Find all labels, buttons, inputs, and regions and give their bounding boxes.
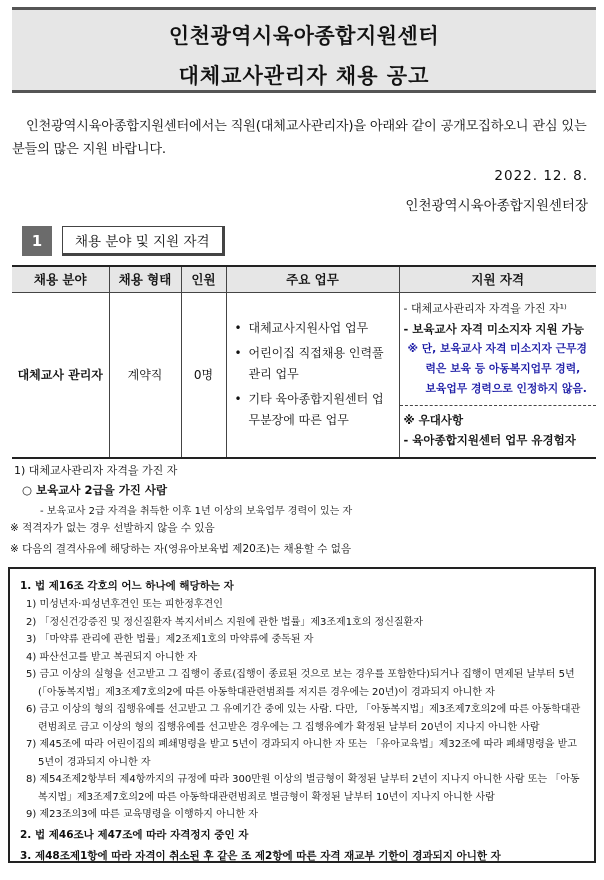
intro-paragraph: 인천광역시육아종합지원센터에서는 직원(대체교사관리자)을 아래와 같이 공개모집하오니 관심 있는 분들의 많은 지원 바랍니다. bbox=[12, 119, 587, 157]
list-item: 1) 미성년자·피성년후견인 또는 피한정후견인 bbox=[26, 599, 223, 610]
cell-count: 0명 bbox=[181, 292, 226, 458]
footnote-sub: - 보육교사 2급 자격을 취득한 이후 1년 이상의 보육업무 경력이 있는 자 bbox=[40, 506, 353, 517]
duty-text: 기타 육아종합지원센터 업무분장에 따른 업무 bbox=[248, 392, 384, 428]
list-item: 2) 「정신건강증진 및 정신질환자 복지서비스 지원에 관한 법률」제3조제1호의 정신질환자 bbox=[26, 616, 423, 628]
disq-heading-1: 1. 법 제16조 각호의 어느 하나에 해당하는 자 bbox=[20, 580, 234, 592]
header-qualifications: 지원 자격 bbox=[399, 266, 596, 292]
table-header-row bbox=[12, 266, 596, 292]
qual-note: 력은 보육 등 아동복지업무 경력, bbox=[425, 362, 581, 376]
header-duties: 주요 업무 bbox=[226, 266, 399, 292]
list-item: 5) 금고 이상의 실형을 선고받고 그 집행이 종료(집행이 종료된 것으로 보는 경우를 포함한다)되거나 집행이 면제된 날부터 5년(「아동복지법」제3조제7호의2에 따른 아동학대관련범죄를 저지른 경우에는 20년)이 경과되지 아니한 자 bbox=[26, 669, 575, 698]
section-title: 채용 분야 및 지원 자격 bbox=[62, 226, 225, 256]
list-item: 7) 제45조에 따라 어린이집의 폐쇄명령을 받고 5년이 경과되지 아니한 자 또는 「유아교육법」제32조에 따라 폐쇄명령을 받고 5년이 경과되지 아니한 자 bbox=[26, 739, 577, 768]
list-item: 9) 제23조의3에 따른 교육명령을 이행하지 아니한 자 bbox=[26, 809, 258, 820]
section-heading bbox=[22, 226, 225, 256]
list-item: 6) 금고 이상의 형의 집행유예를 선고받고 그 유예기간 중에 있는 사람. 다만, 「아동복지법」제3조제7호의2에 따른 아동학대관련범죄로 금고 이상의 형의 집행유예를 선고받은 경우에는 그 집행유예가 확정된 날부터 20년이 지나지 아니한 사람 bbox=[26, 704, 581, 733]
note-star-1: ※ 적격자가 없는 경우 선발하지 않을 수 있음 bbox=[10, 522, 215, 534]
qual-line: - 대체교사관리자 자격을 가진 자¹⁾ bbox=[403, 302, 567, 316]
preferences bbox=[400, 406, 597, 454]
notice-date: 2022. 12. 8. bbox=[494, 168, 588, 184]
list-item bbox=[233, 318, 393, 339]
table-row bbox=[12, 292, 596, 458]
bullet-icon: • bbox=[234, 346, 242, 361]
duty-text: 어린이집 직접채용 인력풀 관리 업무 bbox=[248, 346, 384, 382]
disq-heading-3: 3. 제48조제1항에 따라 자격이 취소된 후 같은 조 제2항에 따른 자격 재교부 기한이 경과되지 아니한 자 bbox=[20, 849, 501, 862]
cell-type: 계약직 bbox=[109, 292, 181, 458]
qual-note: 보육업무 경력으로 인정하지 않음. bbox=[425, 382, 587, 396]
qual-note: ※ 단, 보육교사 자격 미소지자 근무경 bbox=[407, 342, 587, 356]
issuer: 인천광역시육아종합지원센터장 bbox=[405, 198, 588, 214]
list-item bbox=[233, 343, 393, 385]
recruitment-table bbox=[12, 265, 596, 459]
footnote-circle: ○ 보육교사 2급을 가진 사람 bbox=[22, 483, 168, 497]
cell-duties bbox=[226, 292, 399, 458]
cell-qualifications bbox=[399, 292, 596, 458]
list-item: 4) 파산선고를 받고 복권되지 아니한 자 bbox=[26, 651, 198, 663]
note-star-2: ※ 다음의 결격사유에 해당하는 자(영유아보육법 제20조)는 채용할 수 없음 bbox=[10, 543, 352, 555]
title-banner bbox=[12, 7, 596, 93]
header-type: 채용 형태 bbox=[109, 266, 181, 292]
pref-item: - 육아종합지원센터 업무 유경험자 bbox=[403, 433, 576, 448]
header-count: 인원 bbox=[181, 266, 226, 292]
duty-text: 대체교사지원사업 업무 bbox=[248, 321, 369, 336]
list-item: 8) 제54조제2항부터 제4항까지의 규정에 따라 300만원 이상의 벌금형이 확정된 날부터 2년이 지나지 아니한 사람 또는 「아동복지법」제3조제7호의2에 따른 아동학대관련범죄로 벌금형이 확정된 날부터 10년이 지나지 아니한 사람 bbox=[26, 774, 580, 803]
qualification-requirements bbox=[400, 295, 597, 406]
disq-heading-2: 2. 법 제46조나 제47조에 따라 자격정지 중인 자 bbox=[20, 828, 249, 841]
disqualification-box bbox=[8, 567, 596, 863]
page-title-org: 인천광역시육아종합지원센터 bbox=[168, 24, 440, 48]
section-number: 1 bbox=[22, 226, 52, 256]
cell-field: 대체교사 관리자 bbox=[12, 292, 109, 458]
bullet-icon: • bbox=[234, 392, 242, 407]
bullet-icon: • bbox=[234, 321, 242, 336]
page-title-notice: 대체교사관리자 채용 공고 bbox=[178, 64, 430, 88]
header-field: 채용 분야 bbox=[12, 266, 109, 292]
qual-line-bold: - 보육교사 자격 미소지자 지원 가능 bbox=[403, 322, 584, 337]
footnote-1: 1) 대체교사관리자 자격을 가진 자 bbox=[14, 464, 178, 477]
list-item bbox=[233, 389, 393, 431]
pref-title: ※ 우대사항 bbox=[403, 413, 464, 428]
list-item: 3) 「마약류 관리에 관한 법률」제2조제1호의 마약류에 중독된 자 bbox=[26, 634, 314, 645]
